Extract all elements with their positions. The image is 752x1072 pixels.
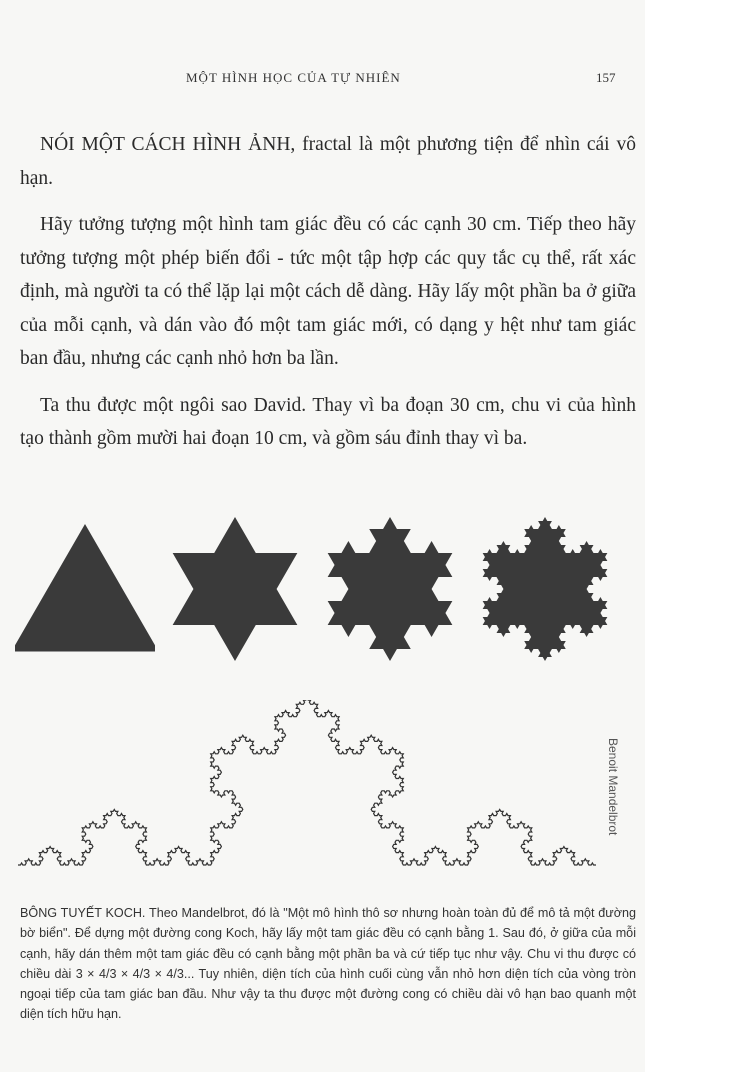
koch-curve-figure [0, 700, 645, 875]
paragraph-2: Hãy tưởng tượng một hình tam giác đều có các cạnh 30 cm. Tiếp theo hãy tưởng tượng một phép biến đổi - tức một tập hợp các quy tắc cụ thể, rất xác định, mà người ta có thể lặp lại một cách dễ dàng. Hãy lấy một phần ba ở giữa của mỗi cạnh, và dán vào đó một tam giác mới, có dạng y hệt như tam giác ban đầu, nhưng các cạnh nhỏ hơn ba lần. [20, 214, 636, 369]
koch-stage-3-snowflake [470, 514, 620, 664]
running-header [0, 70, 645, 90]
koch-stage-0-triangle [15, 514, 155, 664]
page-number: 157 [596, 70, 616, 85]
koch-stage-1-star [160, 514, 310, 664]
koch-shape-stage-1 [173, 517, 298, 661]
koch-shape-stage-3 [483, 517, 608, 661]
koch-snowflake-stages [0, 514, 645, 664]
paragraph-1: NÓI MỘT CÁCH HÌNH ẢNH, fractal là một phương tiện để nhìn cái vô hạn. [20, 134, 636, 189]
koch-shape-stage-2 [328, 517, 453, 661]
photo-credit: Benoit Mandelbrot [606, 738, 620, 836]
koch-curve [0, 700, 645, 875]
figure-caption: BÔNG TUYẾT KOCH. Theo Mandelbrot, đó là "Một mô hình thô sơ nhưng hoàn toàn đủ để mô tả một đường bờ biển". Để dựng một đường cong Koch, hãy lấy một tam giác đều có cạnh bằng 1. Sau đó, ở giữa của mỗi cạnh, hãy dán thêm một tam giác đều có cạnh bằng một phần ba và cứ tiếp tục như vậy. Chu vi thu được có chiều dài 3 × 4/3 × 4/3 × 4/3... Tuy nhiên, diện tích của hình cuối cùng vẫn nhỏ hơn diện tích của vòng tròn ngoại tiếp của tam giác ban đầu. Như vậy ta thu được một đường cong có chiều dài vô hạn bao quanh một diện tích hữu hạn. [20, 906, 636, 1022]
koch-curve-line [18, 700, 596, 865]
body-text [20, 128, 636, 469]
paragraph-3: Ta thu được một ngôi sao David. Thay vì ba đoạn 30 cm, chu vi của hình tạo thành gồm mười hai đoạn 10 cm, và gồm sáu đỉnh thay vì ba. [20, 394, 636, 449]
header-title: MỘT HÌNH HỌC CỦA TỰ NHIÊN [186, 70, 401, 85]
koch-shape-stage-0 [15, 524, 155, 652]
koch-stage-2-snowflake [315, 514, 465, 664]
